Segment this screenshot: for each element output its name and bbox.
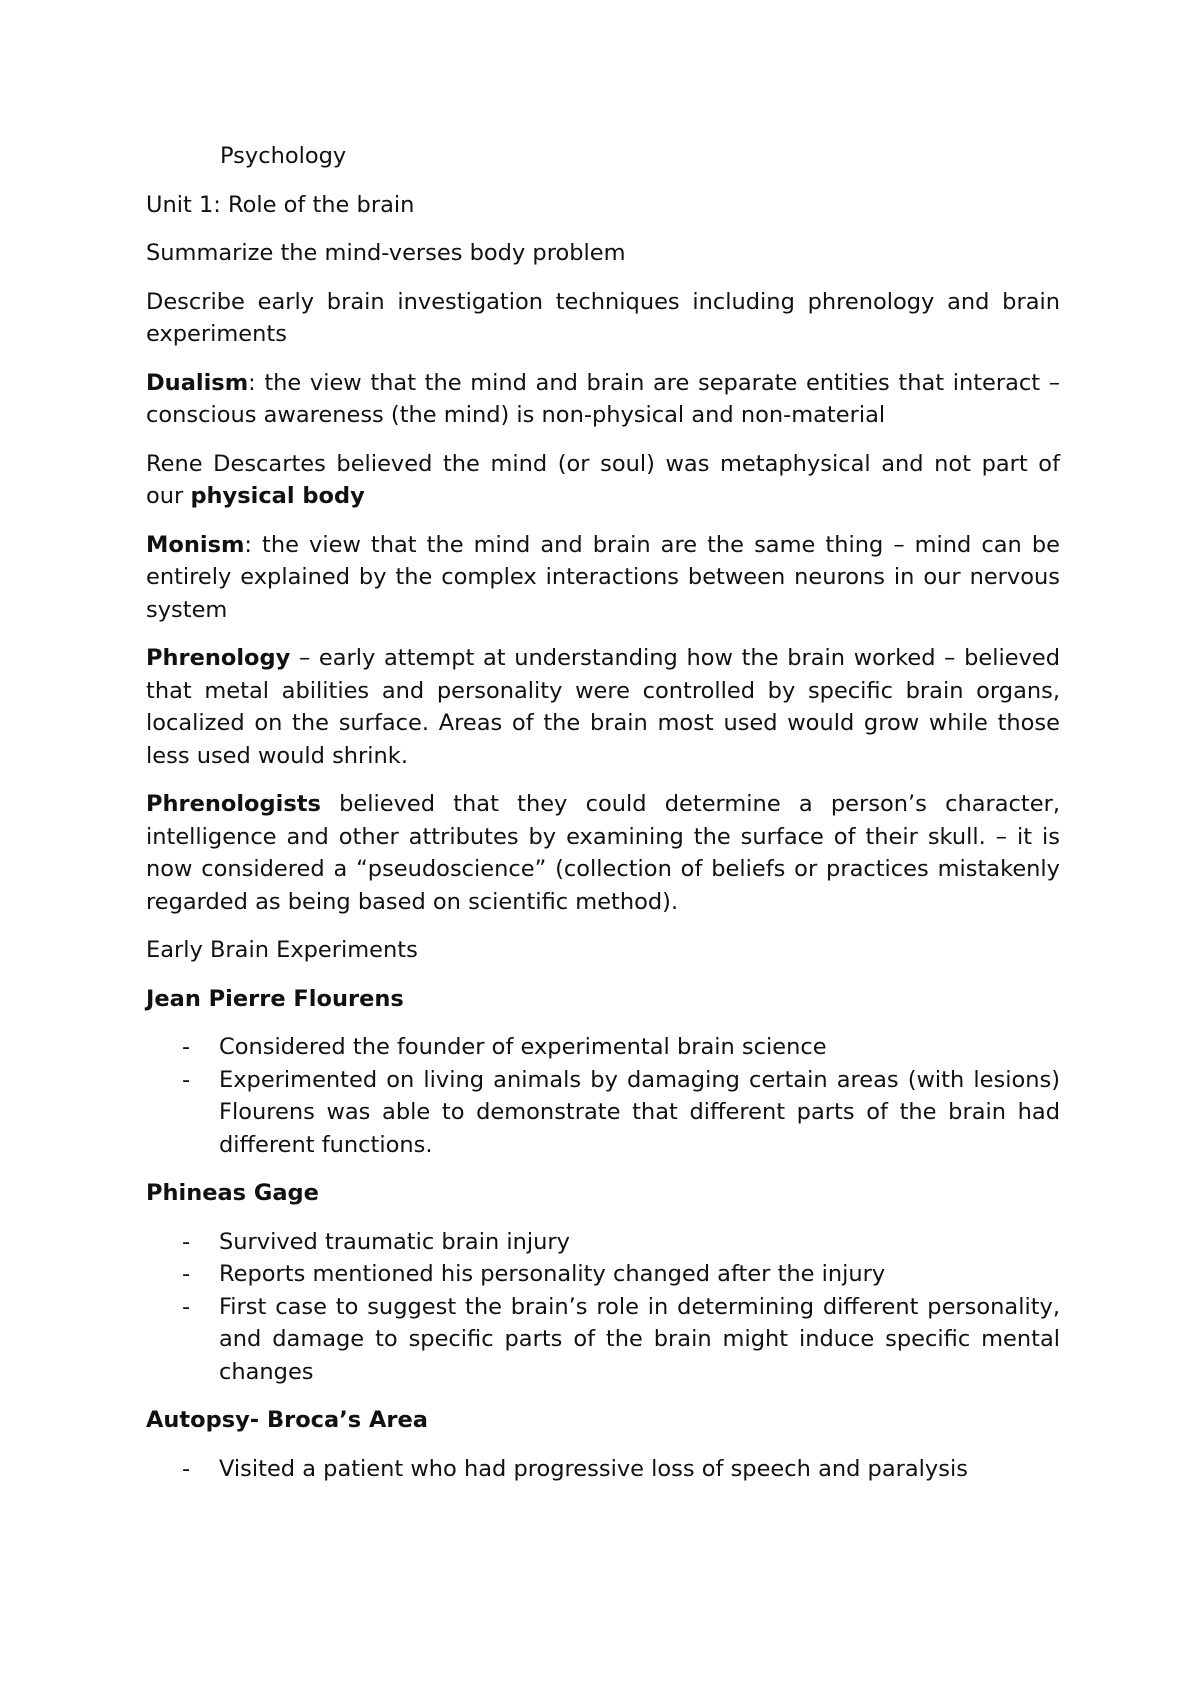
broca-list <box>146 1453 1060 1486</box>
phrenologists-text: believed that they could determine a person’s character, intelligence and other attributes by examining the surface of their skull. – it is now considered a “pseudoscience” (collection of beliefs or practices mistakenly regarded as being based on scientific method). <box>146 791 1060 915</box>
list-item-text: Reports mentioned his personality changed after the injury <box>219 1261 886 1287</box>
phrenologists-term: Phrenologists <box>146 791 321 817</box>
dash-bullet: - <box>182 1066 191 1093</box>
list-item <box>146 1064 1060 1162</box>
early-experiments-heading: Early Brain Experiments <box>146 937 418 963</box>
gage-heading-text: Phineas Gage <box>146 1180 319 1206</box>
list-item <box>146 1258 1060 1291</box>
objective-mind-body: Summarize the mind-verses body problem <box>146 240 626 266</box>
phrenology-paragraph <box>146 642 1060 772</box>
list-item <box>146 1453 1060 1486</box>
list-item <box>146 1031 1060 1064</box>
descartes-paragraph <box>146 448 1060 513</box>
phrenology-definition: – early attempt at understanding how the brain worked – believed that metal abilities and personality were controlled by specific brain organs, localized on the surface. Areas of the brain most used would grow while those less used would shrink. <box>146 645 1060 769</box>
dash-bullet: - <box>182 1261 191 1287</box>
list-item-text: Considered the founder of experimental brain science <box>219 1034 827 1060</box>
dash-bullet: - <box>182 1228 191 1255</box>
list-item-text: Visited a patient who had progressive loss of speech and paralysis <box>219 1455 968 1482</box>
phrenologists-paragraph <box>146 788 1060 918</box>
dash-bullet: - <box>182 1293 191 1320</box>
monism-term: Monism <box>146 531 245 558</box>
document-page <box>146 140 1060 1501</box>
dash-bullet: - <box>182 1455 191 1482</box>
descartes-text: Rene Descartes believed the mind (or soul) was metaphysical and not part of our <box>146 450 1060 509</box>
list-item <box>146 1291 1060 1389</box>
flourens-list <box>146 1031 1060 1161</box>
broca-heading <box>146 1404 1060 1437</box>
gage-list <box>146 1226 1060 1389</box>
list-item-text: Experimented on living animals by damaging certain areas (with lesions) Flourens was able to demonstrate that different parts of the brain had different functions. <box>219 1066 1060 1158</box>
list-item-text: Survived traumatic brain injury <box>219 1228 570 1255</box>
flourens-heading <box>146 983 1060 1016</box>
dualism-definition: : the view that the mind and brain are separate entities that interact – conscious awareness (the mind) is non-physical and non-material <box>146 369 1060 428</box>
unit-heading: Unit 1: Role of the brain <box>146 191 415 218</box>
descartes-bold: physical body <box>190 483 365 509</box>
dualism-term: Dualism <box>146 369 249 396</box>
gage-heading <box>146 1177 1060 1210</box>
phrenology-term: Phrenology <box>146 645 291 671</box>
monism-paragraph <box>146 529 1060 627</box>
list-item-text: First case to suggest the brain’s role in determining different personality, and damage to specific parts of the brain might induce specific mental changes <box>219 1293 1060 1385</box>
objective-techniques: Describe early brain investigation techniques including phrenology and brain experiments <box>146 288 1060 347</box>
dash-bullet: - <box>182 1034 191 1060</box>
document-title: Psychology <box>220 143 347 169</box>
list-item <box>146 1226 1060 1259</box>
broca-heading-text: Autopsy- Broca’s Area <box>146 1407 428 1433</box>
dualism-paragraph <box>146 367 1060 432</box>
flourens-heading-text: Jean Pierre Flourens <box>146 985 404 1012</box>
monism-definition: : the view that the mind and brain are the same thing – mind can be entirely explained by the complex interactions between neurons in our nervous system <box>146 531 1060 623</box>
